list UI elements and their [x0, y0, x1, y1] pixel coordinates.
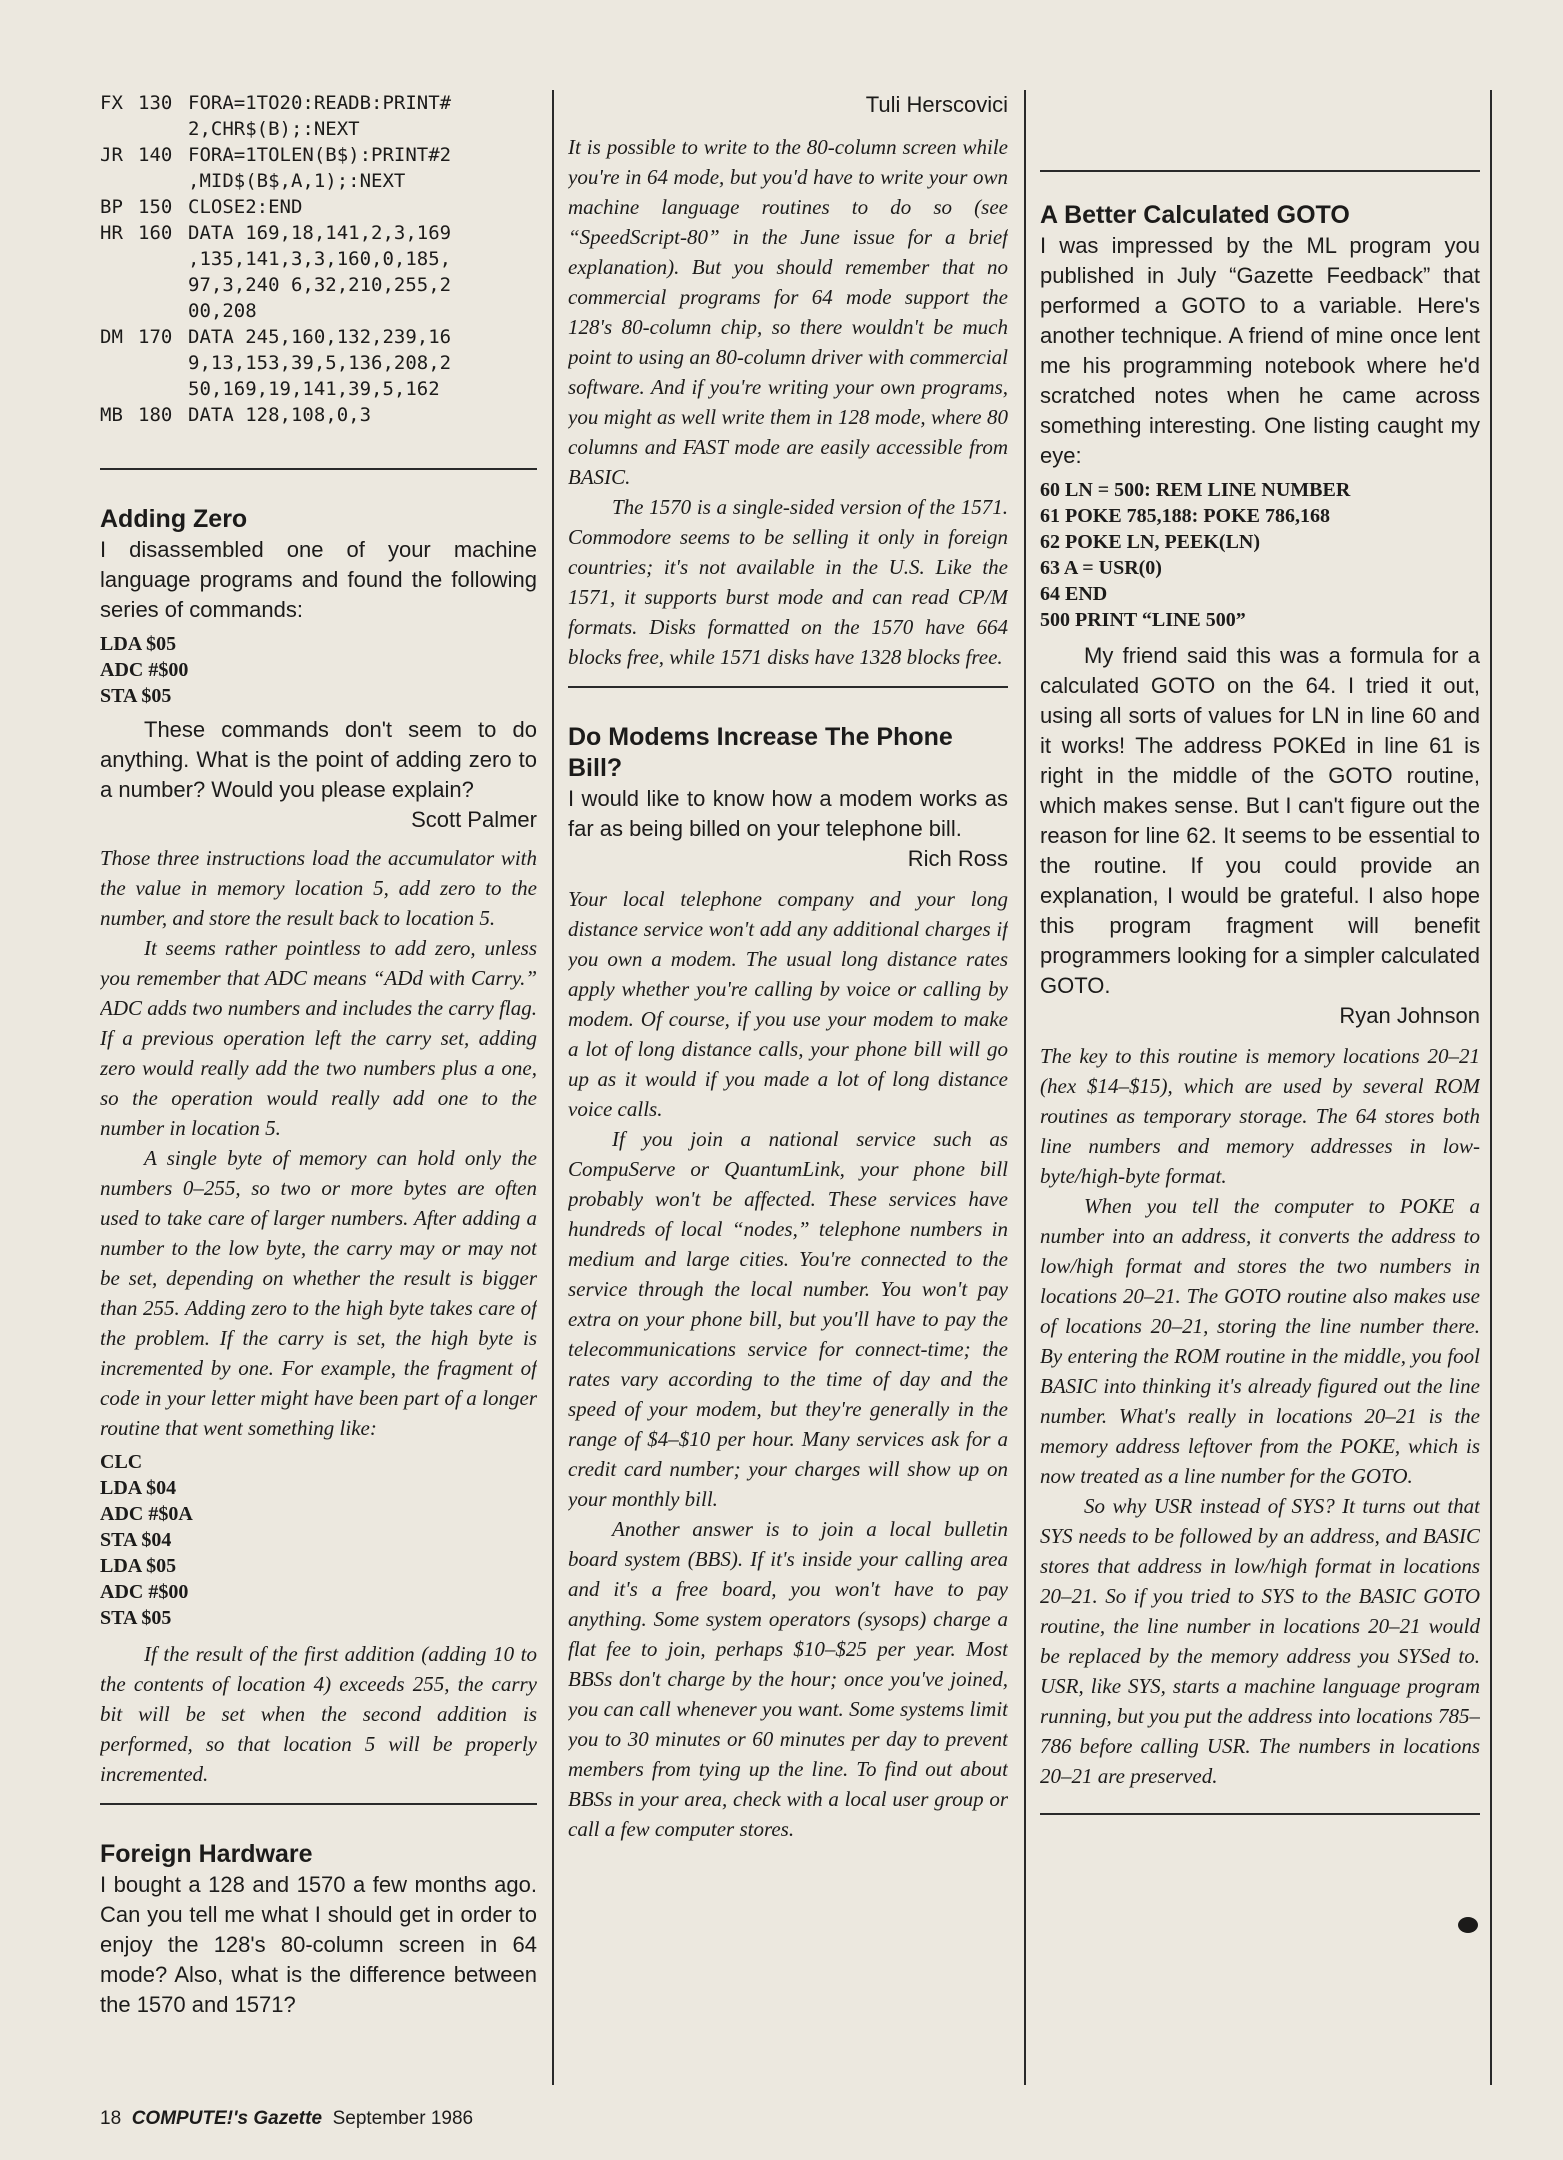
- letter-signature: Ryan Johnson: [1339, 1003, 1480, 1028]
- reply-text: So why USR instead of SYS? It turns out that SYS needs to be followed by an address, and BASIC stores that address in low/high format in locations 20–21. So if you tried to SYS to the BASIC GOTO routine, the line number in locations 20–21 would be replaced by the memory address you SYSed to. USR, like SYS, starts a machine language program running, but you put the address into locations 785–786 before calling USR. The numbers in locations 20–21 are preserved.: [1040, 1494, 1480, 1788]
- code-line: ADC #$00: [100, 1581, 189, 1603]
- column-2: [568, 90, 1008, 2085]
- listing-line: [100, 90, 537, 116]
- listing-code: 97,3,240 6,32,210,255,2: [188, 274, 452, 296]
- listing-checksum: JR: [100, 144, 123, 166]
- code-line: LDA $05: [100, 633, 177, 655]
- end-of-article-icon: [1458, 1917, 1478, 1933]
- reply-text: When you tell the computer to POKE a number into an address, it converts the address to low/high format and stores the two numbers in locations 20–21. The GOTO routine also makes use of locations 20–21, storing the line number there. By entering the ROM routine in the middle, you fool BASIC into thinking it's already figured out the line number. What's really in locations 20–21 is the memory address leftover from the POKE, which is now treated as a line number for the GOTO.: [1040, 1194, 1480, 1488]
- reply-text: A single byte of memory can hold only the numbers 0–255, so two or more bytes are often used to take care of larger numbers. After adding a number to the low byte, the carry may or may not be set, depending on whether the result is bigger than 255. Adding zero to the high byte takes care of the problem. If the carry is set, the high byte is incremented by one. For example, the fragment of code in your letter might have been part of a longer routine that went something like:: [100, 1146, 537, 1440]
- heading-modems: Do Modems Increase The Phone Bill?: [568, 723, 953, 782]
- listing-line: [138, 246, 188, 272]
- code-block: [1040, 477, 1480, 633]
- listing-line: [138, 168, 188, 194]
- listing-code: 50,169,19,141,39,5,162: [188, 378, 440, 400]
- code-line: STA $05: [100, 685, 172, 707]
- issue-date: September 1986: [332, 2108, 474, 2129]
- column-3: [1040, 90, 1480, 2085]
- letter-text: I bought a 128 and 1570 a few months ago. Can you tell me what I should get in order to enjoy the 128's 80-column screen in 64 mode? Also, what is the difference between the 1570 and 1571?: [100, 1872, 537, 2017]
- listing-line: [100, 376, 537, 402]
- column-divider: [1024, 90, 1026, 2085]
- heading-foreign-hardware: Foreign Hardware: [100, 1840, 313, 1868]
- listing-code: FORA=1TO20:READB:PRINT#: [188, 92, 452, 114]
- listing-checksum: MB: [100, 404, 123, 426]
- listing-checksum: DM: [100, 326, 123, 348]
- listing-checksum: [100, 246, 138, 272]
- code-block: [100, 631, 537, 709]
- listing-code: ,MID$(B$,A,1);:NEXT: [188, 170, 406, 192]
- letter-signature: Rich Ross: [907, 846, 1008, 871]
- code-line: 64 END: [1040, 583, 1108, 605]
- listing-line: 150: [138, 196, 173, 218]
- reply-text: The key to this routine is memory locations 20–21 (hex $14–$15), which are used by several ROM routines as temporary storage. The 64 stores both line numbers and memory addresses in low-byte/high-byte format.: [1040, 1044, 1480, 1188]
- column-1: [100, 90, 537, 2085]
- letter-text: I was impressed by the ML program you published in July “Gazette Feedback” that performed a GOTO to a variable. Here's another technique. A friend of mine once lent me his programming notebook where he'd scratched notes when he came across something interesting. One listing caught my eye:: [1040, 233, 1480, 468]
- listing-line: [138, 350, 188, 376]
- reply-text: Another answer is to join a local bulletin board system (BBS). If it's inside your calling area and it's a free board, you won't have to pay anything. Some system operators (sysops) charge a flat fee to join, perhaps $10–$25 per year. Most BBSs don't charge by the hour; once you've joined, you can call whenever you want. Some systems limit you to 30 minutes or 60 minutes per day to prevent members from tying up the line. To find out about BBSs in your area, check with a local user group or call a few computer stores.: [568, 1517, 1008, 1841]
- listing-checksum: [100, 272, 138, 298]
- column-divider: [1490, 90, 1492, 2085]
- listing-line: [138, 298, 188, 324]
- code-line: STA $05: [100, 1607, 172, 1629]
- reply-text: It is possible to write to the 80-column screen while you're in 64 mode, but you'd have to write your own machine language routines to do so (see “SpeedScript-80” in the June issue for a brief explanation). But you should remember that no commercial programs for 64 mode support the 128's 80-column chip, so there wouldn't be much point to using an 80-column driver with commercial software. And if you're writing your own programs, you might as well write them in 128 mode, where 80 columns and FAST mode are easily accessible from BASIC.: [568, 135, 1008, 489]
- code-line: 61 POKE 785,188: POKE 786,168: [1040, 505, 1330, 527]
- letter-text: These commands don't seem to do anything. What is the point of adding zero to a number? Would you please explain?: [100, 717, 537, 802]
- code-line: 500 PRINT “LINE 500”: [1040, 609, 1246, 631]
- listing-line: [100, 350, 537, 376]
- code-line: STA $04: [100, 1529, 172, 1551]
- listing-line: 180: [138, 404, 173, 426]
- listing-checksum: BP: [100, 196, 123, 218]
- section-divider: [1040, 1813, 1480, 1815]
- listing-line: [138, 272, 188, 298]
- code-line: 60 LN = 500: REM LINE NUMBER: [1040, 479, 1351, 501]
- code-line: LDA $04: [100, 1477, 177, 1499]
- reply-text: If you join a national service such as CompuServe or QuantumLink, your phone bill probably won't be affected. These services have hundreds of local “nodes,” telephone numbers in medium and large cities. You're connected to the service through the local number. You won't pay extra on your phone bill, but you'll have to pay the telecommunications service for connect-time; the rates vary according to the time of day and the speed of your modem, but they're generally in the range of $4–$10 per hour. Many services ask for a credit card number; your charges will show up on your monthly bill.: [568, 1127, 1008, 1511]
- listing-line: [138, 116, 188, 142]
- listing-line: 130: [138, 92, 173, 114]
- listing-line: [100, 116, 537, 142]
- reply-text: Those three instructions load the accumulator with the value in memory location 5, add zero to the number, and store the result back to location 5.: [100, 846, 537, 930]
- code-line: CLC: [100, 1451, 143, 1473]
- listing-checksum: [100, 168, 138, 194]
- listing-code: 9,13,153,39,5,136,208,2: [188, 352, 452, 374]
- listing-line: [100, 246, 537, 272]
- listing-code: DATA 128,108,0,3: [188, 404, 372, 426]
- listing-line: [100, 168, 537, 194]
- listing-line: [100, 142, 537, 168]
- reply-text: Your local telephone company and your long distance service won't add any additional charges if you own a modem. The usual long distance rates apply whether you're calling by voice or calling by modem. Of course, if you use your modem to make a lot of long distance calls, your phone bill will go up as it would if you made a lot of long distance voice calls.: [568, 887, 1008, 1121]
- listing-code: 2,CHR$(B);:NEXT: [188, 118, 360, 140]
- reply-text: The 1570 is a single-sided version of the 1571. Commodore seems to be selling it only in foreign countries; it's not available in the U.S. Like the 1571, it supports burst mode and can read CP/M formats. Disks formatted on the 1570 have 664 blocks free, while 1571 disks have 1328 blocks free.: [568, 495, 1008, 669]
- listing-checksum: FX: [100, 92, 123, 114]
- letter-text: My friend said this was a formula for a calculated GOTO on the 64. I tried it out, using all sorts of values for LN in line 60 and it works! The address POKEd in line 61 is right in the middle of the GOTO routine, which makes sense. But I can't figure out the reason for line 62. It seems to be essential to the routine. If you could provide an explanation, I would be grateful. I also hope this program fragment will benefit programmers looking for a simpler calculated GOTO.: [1040, 643, 1480, 998]
- letter-text: I disassembled one of your machine language programs and found the following series of commands:: [100, 537, 537, 622]
- listing-checksum: HR: [100, 222, 123, 244]
- code-line: LDA $05: [100, 1555, 177, 1577]
- listing-line: [100, 402, 537, 428]
- listing-line: [100, 194, 537, 220]
- listing-line: [100, 220, 537, 246]
- reply-text: It seems rather pointless to add zero, unless you remember that ADC means “ADd with Carry.” ADC adds two numbers and includes the carry flag. If a previous operation left the carry set, adding zero would really add the two numbers plus a one, so the operation would really add one to the number in location 5.: [100, 936, 537, 1140]
- listing-code: FORA=1TOLEN(B$):PRINT#2: [188, 144, 452, 166]
- letter-text: I would like to know how a modem works as far as being billed on your telephone bill.: [568, 786, 1008, 841]
- listing-line: [138, 376, 188, 402]
- page-number: 18: [100, 2108, 122, 2129]
- code-line: 62 POKE LN, PEEK(LN): [1040, 531, 1261, 553]
- code-line: ADC #$0A: [100, 1503, 193, 1525]
- listing-line: 140: [138, 144, 173, 166]
- listing-code: DATA 245,160,132,239,16: [188, 326, 452, 348]
- page-footer: [100, 2108, 473, 2130]
- code-block: [100, 1449, 537, 1631]
- listing-line: [100, 298, 537, 324]
- listing-checksum: [100, 116, 138, 142]
- listing-checksum: [100, 376, 138, 402]
- listing-line: [100, 272, 537, 298]
- letter-signature: Tuli Herscovici: [865, 92, 1008, 117]
- heading-better-goto: A Better Calculated GOTO: [1040, 201, 1350, 229]
- code-line: ADC #$00: [100, 659, 189, 681]
- heading-adding-zero: Adding Zero: [100, 505, 248, 533]
- reply-text: If the result of the first addition (adding 10 to the contents of location 4) exceeds 255, the carry bit will be set when the second addition is performed, so that location 5 will be properly incremented.: [100, 1642, 537, 1786]
- listing-line: [100, 324, 537, 350]
- program-listing: [100, 90, 537, 428]
- column-divider: [552, 90, 554, 2085]
- listing-checksum: [100, 350, 138, 376]
- listing-checksum: [100, 298, 138, 324]
- letter-signature: Scott Palmer: [411, 807, 537, 832]
- listing-line: 160: [138, 222, 173, 244]
- code-line: 63 A = USR(0): [1040, 557, 1162, 579]
- listing-line: 170: [138, 326, 173, 348]
- listing-code: 00,208: [188, 300, 257, 322]
- listing-code: DATA 169,18,141,2,3,169: [188, 222, 452, 244]
- listing-code: CLOSE2:END: [188, 196, 303, 218]
- magazine-name: COMPUTE!'s Gazette: [131, 2108, 323, 2129]
- listing-code: ,135,141,3,3,160,0,185,: [188, 248, 452, 270]
